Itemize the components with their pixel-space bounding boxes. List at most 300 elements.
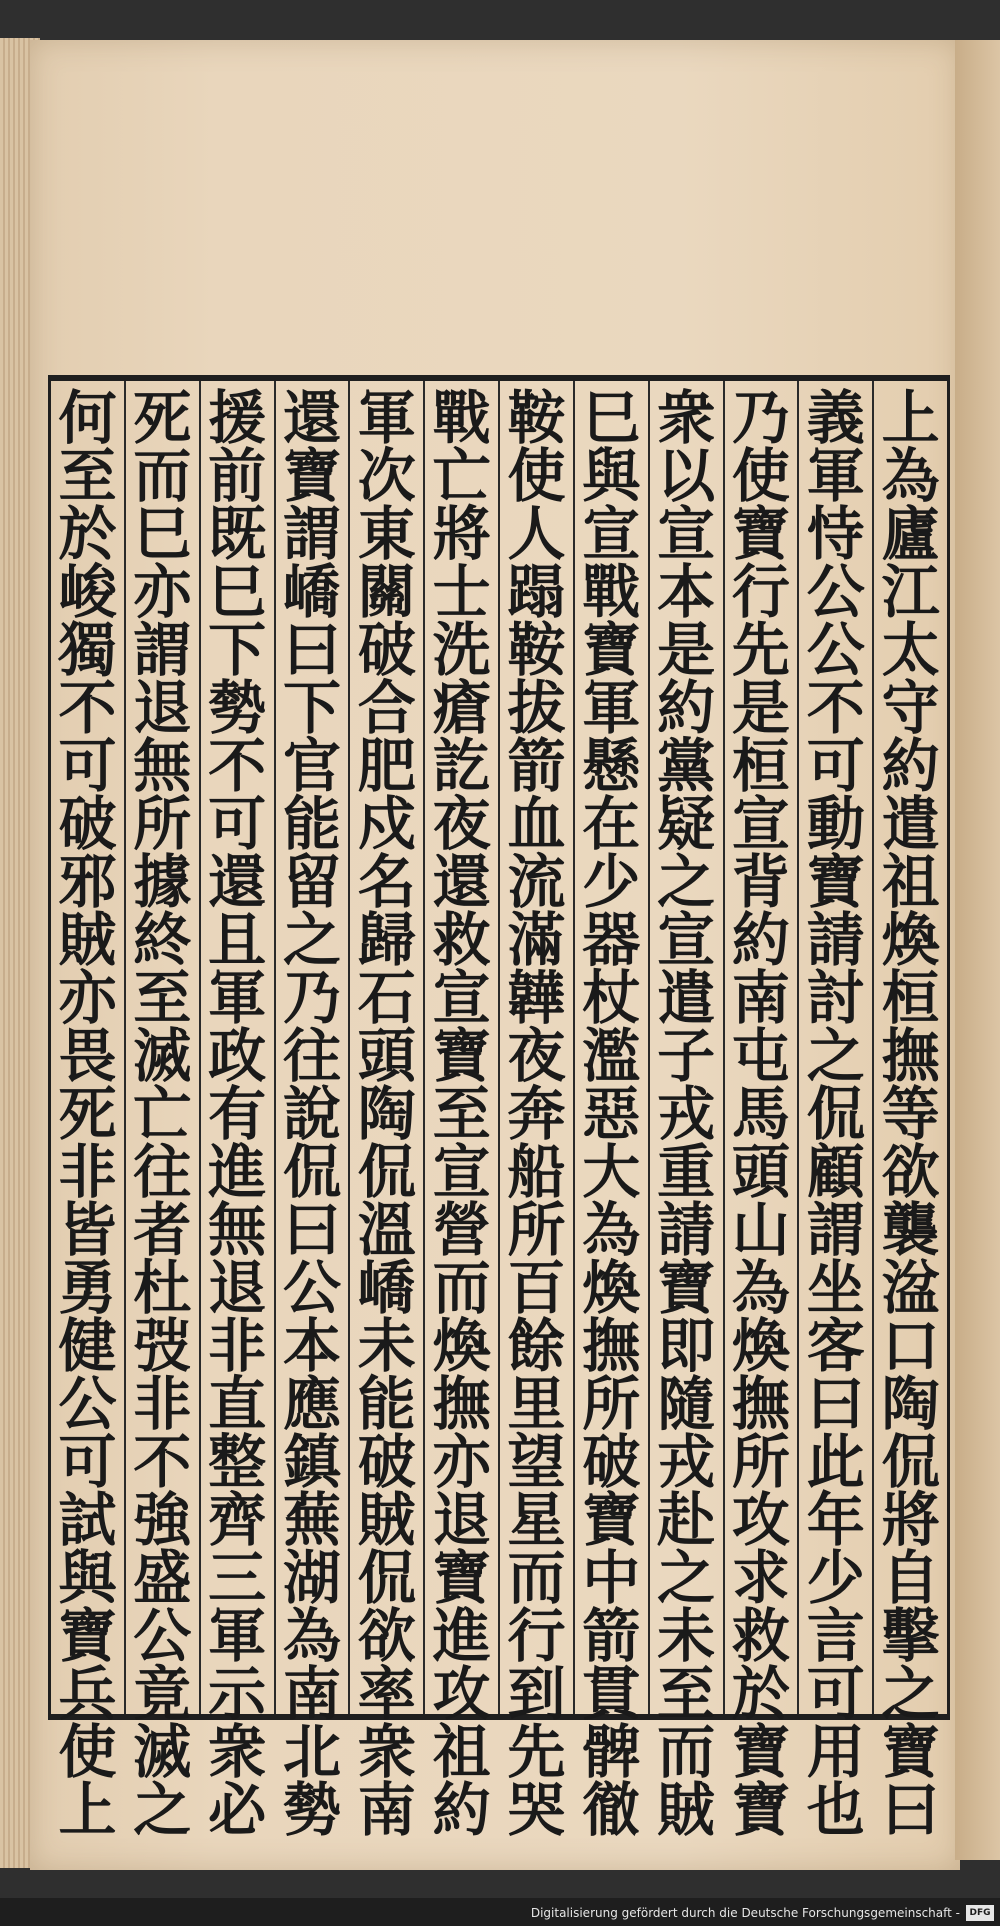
text-character: 不 (133, 1428, 192, 1496)
text-character: 使 (731, 442, 790, 510)
text-column (423, 381, 498, 1844)
text-character: 於 (58, 500, 117, 568)
text-column (723, 381, 798, 1844)
text-character: 軍 (357, 384, 416, 452)
text-character: 夜 (432, 790, 491, 858)
text-character: 救 (432, 906, 491, 974)
text-character: 約 (657, 674, 716, 742)
text-character: 賊 (357, 1486, 416, 1554)
text-character: 賊 (657, 1776, 716, 1844)
text-character: 懸 (582, 732, 641, 800)
text-character: 寶 (806, 848, 865, 916)
text-character: 先 (507, 1718, 566, 1786)
text-character: 血 (507, 790, 566, 858)
text-character: 是 (731, 674, 790, 742)
text-character: 未 (357, 1312, 416, 1380)
text-character: 守 (881, 674, 940, 742)
text-character: 上 (881, 384, 940, 452)
text-character: 合 (357, 674, 416, 742)
text-column (498, 381, 573, 1844)
text-character: 乃 (731, 384, 790, 452)
text-character: 奔 (507, 1080, 566, 1148)
text-character: 終 (133, 906, 192, 974)
text-character: 所 (133, 790, 192, 858)
text-character: 公 (806, 558, 865, 626)
text-character: 巳 (208, 558, 267, 626)
text-character: 能 (282, 790, 341, 858)
text-character: 擊 (881, 1602, 940, 1670)
text-character: 星 (507, 1486, 566, 1554)
text-character: 賊 (58, 906, 117, 974)
text-character: 竟 (133, 1660, 192, 1728)
text-character: 巳 (133, 500, 192, 568)
text-character: 乃 (282, 964, 341, 1032)
text-character: 政 (208, 1022, 267, 1090)
text-character: 寶 (731, 1718, 790, 1786)
text-character: 也 (806, 1776, 865, 1844)
text-character: 退 (208, 1254, 267, 1322)
text-character: 湓 (881, 1254, 940, 1322)
text-character: 廬 (881, 500, 940, 568)
text-character: 公 (133, 1602, 192, 1670)
text-character: 本 (657, 558, 716, 626)
text-character: 不 (806, 674, 865, 742)
text-character: 襲 (881, 1196, 940, 1264)
text-character: 太 (881, 616, 940, 684)
text-character: 使 (58, 1718, 117, 1786)
text-character: 子 (657, 1022, 716, 1090)
text-character: 桓 (731, 732, 790, 800)
text-character: 往 (282, 1022, 341, 1090)
text-column (872, 381, 947, 1844)
text-character: 隨 (657, 1370, 716, 1438)
text-character: 遣 (881, 790, 940, 858)
text-character: 破 (357, 1428, 416, 1496)
text-character: 而 (657, 1718, 716, 1786)
funding-credit: Digitalisierung gefördert durch die Deutsche Forschungsgemeinschaft - (530, 1906, 960, 1920)
text-character: 韡 (507, 964, 566, 1032)
text-character: 歸 (357, 906, 416, 974)
text-character: 盛 (133, 1544, 192, 1612)
text-character: 據 (133, 848, 192, 916)
text-column (348, 381, 423, 1844)
text-character: 次 (357, 442, 416, 510)
text-character: 鞍 (507, 616, 566, 684)
text-character: 湖 (282, 1544, 341, 1612)
text-character: 往 (133, 1138, 192, 1206)
text-character: 前 (208, 442, 267, 510)
text-character: 請 (806, 906, 865, 974)
text-column (51, 381, 124, 1844)
text-character: 在 (582, 790, 641, 858)
text-character: 流 (507, 848, 566, 916)
text-character: 還 (282, 384, 341, 452)
text-character: 欲 (357, 1602, 416, 1670)
text-character: 與 (582, 442, 641, 510)
text-character: 說 (282, 1080, 341, 1148)
text-character: 言 (806, 1602, 865, 1670)
text-character: 嶠 (282, 558, 341, 626)
text-character: 滅 (133, 1022, 192, 1090)
text-character: 坐 (806, 1254, 865, 1322)
text-character: 與 (58, 1544, 117, 1612)
text-character: 頭 (731, 1138, 790, 1206)
text-character: 撫 (582, 1312, 641, 1380)
text-character: 曰 (282, 616, 341, 684)
text-character: 先 (731, 616, 790, 684)
text-character: 寶 (432, 1544, 491, 1612)
text-character: 整 (208, 1428, 267, 1496)
text-character: 少 (806, 1544, 865, 1612)
text-character: 還 (208, 848, 267, 916)
text-character: 何 (58, 384, 117, 452)
text-column (648, 381, 723, 1844)
text-character: 可 (806, 1660, 865, 1728)
text-character: 陶 (357, 1080, 416, 1148)
text-character: 戍 (357, 790, 416, 858)
text-character: 軍 (208, 1602, 267, 1670)
text-column (274, 381, 349, 1844)
text-character: 宣 (731, 790, 790, 858)
text-character: 年 (806, 1486, 865, 1554)
text-character: 山 (731, 1196, 790, 1264)
text-character: 瘡 (432, 674, 491, 742)
text-character: 且 (208, 906, 267, 974)
text-character: 哭 (507, 1776, 566, 1844)
text-character: 非 (133, 1370, 192, 1438)
text-character: 必 (208, 1776, 267, 1844)
text-character: 衆 (208, 1718, 267, 1786)
text-character: 可 (806, 732, 865, 800)
text-character: 百 (507, 1254, 566, 1322)
text-character: 南 (731, 964, 790, 1032)
text-character: 侃 (282, 1138, 341, 1206)
text-character: 寶 (731, 500, 790, 568)
text-character: 顧 (806, 1138, 865, 1206)
text-character: 士 (432, 558, 491, 626)
text-character: 滅 (133, 1718, 192, 1786)
text-character: 煥 (432, 1312, 491, 1380)
text-character: 為 (282, 1602, 341, 1670)
text-character: 死 (133, 384, 192, 452)
text-character: 勢 (282, 1776, 341, 1844)
text-character: 至 (657, 1660, 716, 1728)
text-character: 破 (58, 790, 117, 858)
text-character: 非 (58, 1138, 117, 1206)
text-character: 退 (133, 674, 192, 742)
text-character: 而 (507, 1544, 566, 1612)
text-character: 侃 (357, 1544, 416, 1612)
text-character: 有 (208, 1080, 267, 1148)
text-character: 應 (282, 1370, 341, 1438)
text-character: 訖 (432, 732, 491, 800)
text-character: 以 (657, 442, 716, 510)
text-character: 動 (806, 790, 865, 858)
text-character: 公 (806, 616, 865, 684)
text-character: 亦 (58, 964, 117, 1032)
text-character: 進 (432, 1602, 491, 1670)
text-character: 江 (881, 558, 940, 626)
text-character: 頭 (357, 1022, 416, 1090)
text-character: 者 (133, 1196, 192, 1264)
text-character: 試 (58, 1486, 117, 1554)
text-character: 下 (282, 674, 341, 742)
text-character: 巳 (582, 384, 641, 452)
text-character: 杜 (133, 1254, 192, 1322)
text-character: 撫 (432, 1370, 491, 1438)
text-character: 口 (881, 1312, 940, 1380)
text-character: 可 (58, 732, 117, 800)
text-character: 之 (282, 906, 341, 974)
text-character: 桓 (881, 964, 940, 1032)
text-character: 侃 (806, 1080, 865, 1148)
text-character: 衆 (657, 384, 716, 452)
text-character: 於 (731, 1660, 790, 1728)
text-character: 行 (507, 1602, 566, 1670)
text-character: 宣 (657, 906, 716, 974)
text-character: 留 (282, 848, 341, 916)
text-character: 約 (731, 906, 790, 974)
text-character: 煥 (881, 906, 940, 974)
text-character: 恃 (806, 500, 865, 568)
text-character: 祖 (881, 848, 940, 916)
text-character: 公 (58, 1370, 117, 1438)
text-character: 軍 (582, 674, 641, 742)
text-character: 而 (432, 1254, 491, 1322)
text-character: 自 (881, 1544, 940, 1612)
text-character: 寶 (282, 442, 341, 510)
text-column (573, 381, 648, 1844)
text-character: 進 (208, 1138, 267, 1206)
text-character: 之 (133, 1776, 192, 1844)
text-character: 請 (657, 1196, 716, 1264)
text-character: 為 (582, 1196, 641, 1264)
text-column (199, 381, 274, 1844)
text-character: 至 (432, 1080, 491, 1148)
text-character: 貫 (582, 1660, 641, 1728)
text-character: 赴 (657, 1486, 716, 1554)
text-column (797, 381, 872, 1844)
text-character: 寶 (731, 1776, 790, 1844)
text-character: 援 (208, 384, 267, 452)
text-character: 鞍 (507, 384, 566, 452)
facing-page-edge (955, 40, 1000, 1860)
text-character: 寶 (582, 1486, 641, 1554)
text-character: 下 (208, 616, 267, 684)
text-character: 到 (507, 1660, 566, 1728)
text-character: 齊 (208, 1486, 267, 1554)
text-character: 而 (133, 442, 192, 510)
text-character: 弢 (133, 1312, 192, 1380)
text-character: 曰 (881, 1776, 940, 1844)
text-character: 破 (357, 616, 416, 684)
text-character: 寶 (881, 1718, 940, 1786)
text-character: 攻 (731, 1486, 790, 1554)
text-character: 不 (208, 732, 267, 800)
text-character: 撫 (881, 1022, 940, 1090)
text-character: 里 (507, 1370, 566, 1438)
text-character: 北 (282, 1718, 341, 1786)
text-character: 約 (881, 732, 940, 800)
text-character: 陶 (881, 1370, 940, 1438)
text-character: 南 (282, 1660, 341, 1728)
text-character: 髀 (582, 1718, 641, 1786)
text-character: 無 (208, 1196, 267, 1264)
text-character: 之 (806, 1022, 865, 1090)
text-character: 衆 (357, 1718, 416, 1786)
text-character: 戎 (657, 1428, 716, 1496)
text-character: 軍 (208, 964, 267, 1032)
text-character: 名 (357, 848, 416, 916)
text-character: 徹 (582, 1776, 641, 1844)
text-character: 不 (58, 674, 117, 742)
text-character: 曰 (282, 1196, 341, 1264)
text-character: 等 (881, 1080, 940, 1148)
text-character: 所 (582, 1370, 641, 1438)
text-character: 寶 (58, 1602, 117, 1670)
text-column (124, 381, 199, 1844)
text-character: 約 (432, 1776, 491, 1844)
text-character: 健 (58, 1312, 117, 1380)
text-character: 背 (731, 848, 790, 916)
text-character: 亡 (432, 442, 491, 510)
text-character: 亦 (432, 1428, 491, 1496)
text-character: 此 (806, 1428, 865, 1496)
text-character: 宣 (657, 500, 716, 568)
text-character: 侃 (881, 1428, 940, 1496)
text-character: 寶 (657, 1254, 716, 1322)
text-character: 使 (507, 442, 566, 510)
text-character: 東 (357, 500, 416, 568)
text-character: 宣 (432, 964, 491, 1032)
text-character: 鎮 (282, 1428, 341, 1496)
text-character: 亦 (133, 558, 192, 626)
text-character: 非 (208, 1312, 267, 1380)
text-character: 餘 (507, 1312, 566, 1380)
text-character: 退 (432, 1486, 491, 1554)
text-character: 死 (58, 1080, 117, 1148)
text-character: 討 (806, 964, 865, 1032)
text-character: 石 (357, 964, 416, 1032)
text-character: 率 (357, 1660, 416, 1728)
text-character: 箭 (582, 1602, 641, 1670)
text-character: 之 (657, 848, 716, 916)
text-character: 皆 (58, 1196, 117, 1264)
text-character: 祖 (432, 1718, 491, 1786)
text-character: 軍 (806, 442, 865, 510)
text-character: 所 (507, 1196, 566, 1264)
text-character: 惡 (582, 1080, 641, 1148)
text-character: 屯 (731, 1022, 790, 1090)
text-character: 能 (357, 1370, 416, 1438)
text-character: 公 (282, 1254, 341, 1322)
text-character: 疑 (657, 790, 716, 858)
text-character: 攻 (432, 1660, 491, 1728)
text-character: 戰 (582, 558, 641, 626)
text-character: 救 (731, 1602, 790, 1670)
text-block-frame (48, 375, 950, 1844)
text-character: 宣 (582, 500, 641, 568)
text-character: 為 (731, 1254, 790, 1322)
text-character: 至 (133, 964, 192, 1032)
text-character: 肥 (357, 732, 416, 800)
text-character: 謂 (806, 1196, 865, 1264)
text-character: 中 (582, 1544, 641, 1612)
text-character: 用 (806, 1718, 865, 1786)
text-character: 謂 (133, 616, 192, 684)
text-character: 峻 (58, 558, 117, 626)
text-character: 所 (731, 1428, 790, 1496)
text-character: 濫 (582, 1022, 641, 1090)
text-character: 戰 (432, 384, 491, 452)
text-character: 強 (133, 1486, 192, 1554)
text-character: 兵 (58, 1660, 117, 1728)
text-character: 杖 (582, 964, 641, 1032)
text-character: 黨 (657, 732, 716, 800)
text-character: 蕪 (282, 1486, 341, 1554)
text-character: 煥 (731, 1312, 790, 1380)
text-character: 船 (507, 1138, 566, 1206)
text-character: 之 (881, 1660, 940, 1728)
dfg-logo: DFG (966, 1905, 994, 1921)
text-character: 箭 (507, 732, 566, 800)
text-character: 破 (582, 1428, 641, 1496)
text-character: 宣 (432, 1138, 491, 1206)
text-character: 三 (208, 1544, 267, 1612)
text-character: 直 (208, 1370, 267, 1438)
text-character: 夜 (507, 1022, 566, 1090)
text-character: 無 (133, 732, 192, 800)
text-character: 大 (582, 1138, 641, 1206)
text-character: 至 (58, 442, 117, 510)
text-character: 獨 (58, 616, 117, 684)
text-character: 重 (657, 1138, 716, 1206)
text-character: 亡 (133, 1080, 192, 1148)
text-character: 行 (731, 558, 790, 626)
text-character: 望 (507, 1428, 566, 1496)
text-character: 邪 (58, 848, 117, 916)
text-character: 寶 (582, 616, 641, 684)
footer-bar (0, 1898, 1000, 1926)
text-character: 營 (432, 1196, 491, 1264)
text-character: 嶠 (357, 1254, 416, 1322)
text-character: 將 (881, 1486, 940, 1554)
text-character: 本 (282, 1312, 341, 1380)
text-character: 侃 (357, 1138, 416, 1206)
text-character: 還 (432, 848, 491, 916)
text-character: 洗 (432, 616, 491, 684)
text-character: 是 (657, 616, 716, 684)
text-character: 官 (282, 732, 341, 800)
text-character: 欲 (881, 1138, 940, 1206)
text-character: 可 (58, 1428, 117, 1496)
text-character: 南 (357, 1776, 416, 1844)
text-character: 畏 (58, 1022, 117, 1090)
text-character: 曰 (806, 1370, 865, 1438)
text-character: 即 (657, 1312, 716, 1380)
text-character: 既 (208, 500, 267, 568)
text-character: 馬 (731, 1080, 790, 1148)
text-character: 人 (507, 500, 566, 568)
text-character: 煥 (582, 1254, 641, 1322)
text-character: 謂 (282, 500, 341, 568)
text-character: 勢 (208, 674, 267, 742)
text-character: 勇 (58, 1254, 117, 1322)
text-character: 遣 (657, 964, 716, 1032)
text-character: 器 (582, 906, 641, 974)
text-character: 少 (582, 848, 641, 916)
text-character: 客 (806, 1312, 865, 1380)
